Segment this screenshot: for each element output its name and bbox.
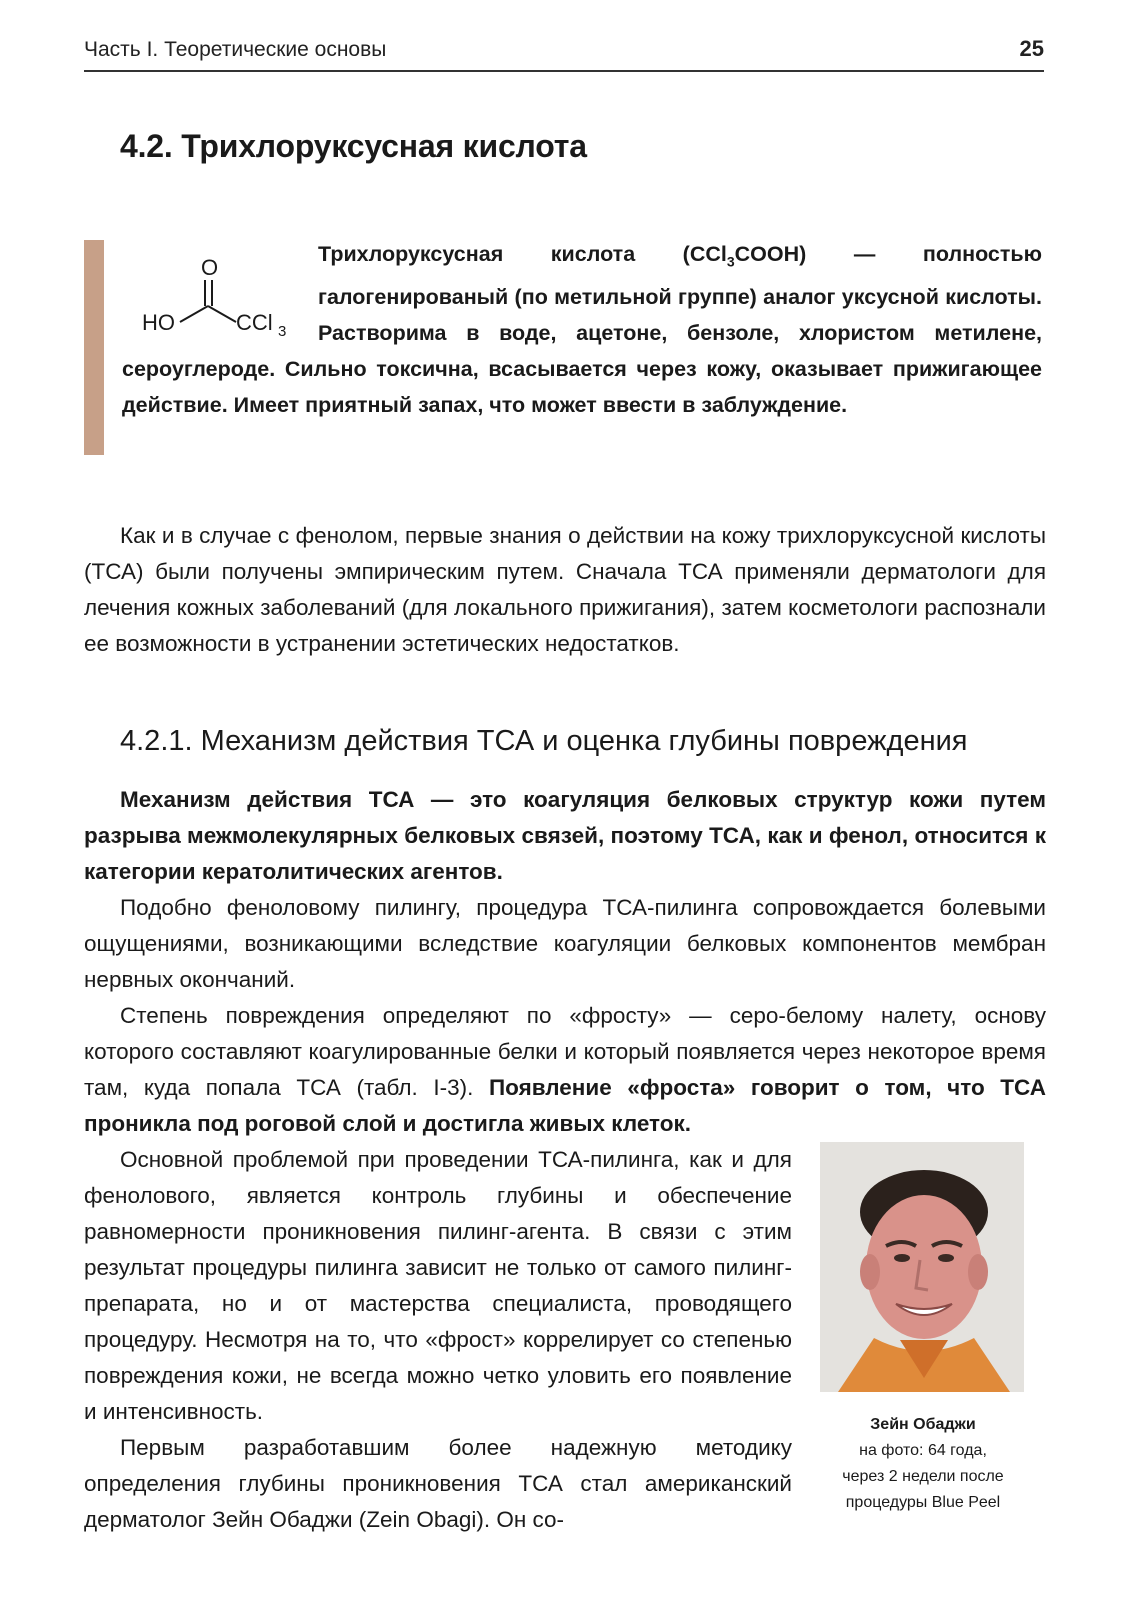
portrait-illustration [820, 1142, 1024, 1392]
formula-oxygen: O [201, 255, 219, 280]
section-title: 4.2. Трихлоруксусная кислота [120, 128, 587, 164]
body-paragraph-depth-control: Основной проблемой при проведении ТСА-пилинга, как и для фенолового, является контроль глубины и обеспечение равномерности проникновения пилинг-агента. В связи с этим результат процедуры пилинга зависит не только от самого пилинг-препарата, но и от мастерства специалиста, проводящего процедуру. Несмотря на то, что «фрост» коррелирует со степенью повреждения кожи, не всегда можно четко уловить его появление и интенсивность. [84, 1147, 792, 1424]
intro-paragraph: Как и в случае с фенолом, первые знания о действии на кожу трихлоруксусной кислоты (ТСА) были получены эмпирическим путем. Сначала ТСА применяли дерматологи для лечения кожных заболеваний (для локального прижигания), затем косметологи распознали ее возможности в устранении эстетических недостатков. [84, 523, 1046, 656]
infobox-accent-bar [84, 240, 104, 455]
portrait-photo [820, 1142, 1024, 1392]
body-paragraph-pain: Подобно феноловому пилингу, процедура ТСА-пилинга сопровождается болевыми ощущениями, возникающими вследствие коагуляции белковых компонентов мембран нервных окончаний. [84, 895, 1046, 992]
infobox-text: Трихлоруксусная кислота (CCl$_3$COOH) — полностью галогенированый (по метильной группе) аналог уксусной кислоты. Растворима в воде, ацетоне, бензоле, хлористом метилене, сероуглероде. Сильно токсична, всасывается через кожу, оказывает прижигающее действие. Имеет приятный запах, что может ввести в заблуждение. [122, 242, 1042, 418]
caption-line-3: процедуры Blue Peel [845, 1494, 1001, 1511]
caption-name: Зейн Обаджи [870, 1416, 976, 1433]
caption-line-1: на фото: 64 года, [859, 1442, 987, 1459]
body-paragraph-obagi: Первым разработавшим более надежную методику определения глубины проникновения ТСА стал американский дерматолог Зейн Обаджи (Zein Obagi). Он со- [84, 1435, 792, 1532]
formula-hydroxyl: HO [142, 310, 175, 335]
running-header [84, 34, 1044, 72]
caption-line-2: через 2 недели после [842, 1468, 1004, 1485]
formula-group-subscript: 3 [278, 323, 287, 340]
body-paragraph-mechanism: Механизм действия ТСА — это коагуляция белковых структур кожи путем разрыва межмолекулярных белковых связей, поэтому ТСА, как и фенол, относится к категории кератолитических агентов. [84, 787, 1046, 884]
formula-group: CCl [236, 310, 273, 335]
subsection-title: 4.2.1. Механизм действия ТСА и оценка глубины повреждения [120, 725, 968, 757]
page-number: 25 [1019, 36, 1044, 61]
photo-caption [816, 1412, 1030, 1516]
body-paragraph-frost: Степень повреждения определяют по «фросту» — серо-белому налету, основу которого составляют коагулированные белки и который появляется через некоторое время там, куда попала ТСА (табл. I-3). Появление «фроста» говорит о том, что ТСА проникла под роговой слой и достигла живых клеток. [84, 1003, 1046, 1136]
running-title: Часть I. Теоретические основы [84, 38, 387, 61]
